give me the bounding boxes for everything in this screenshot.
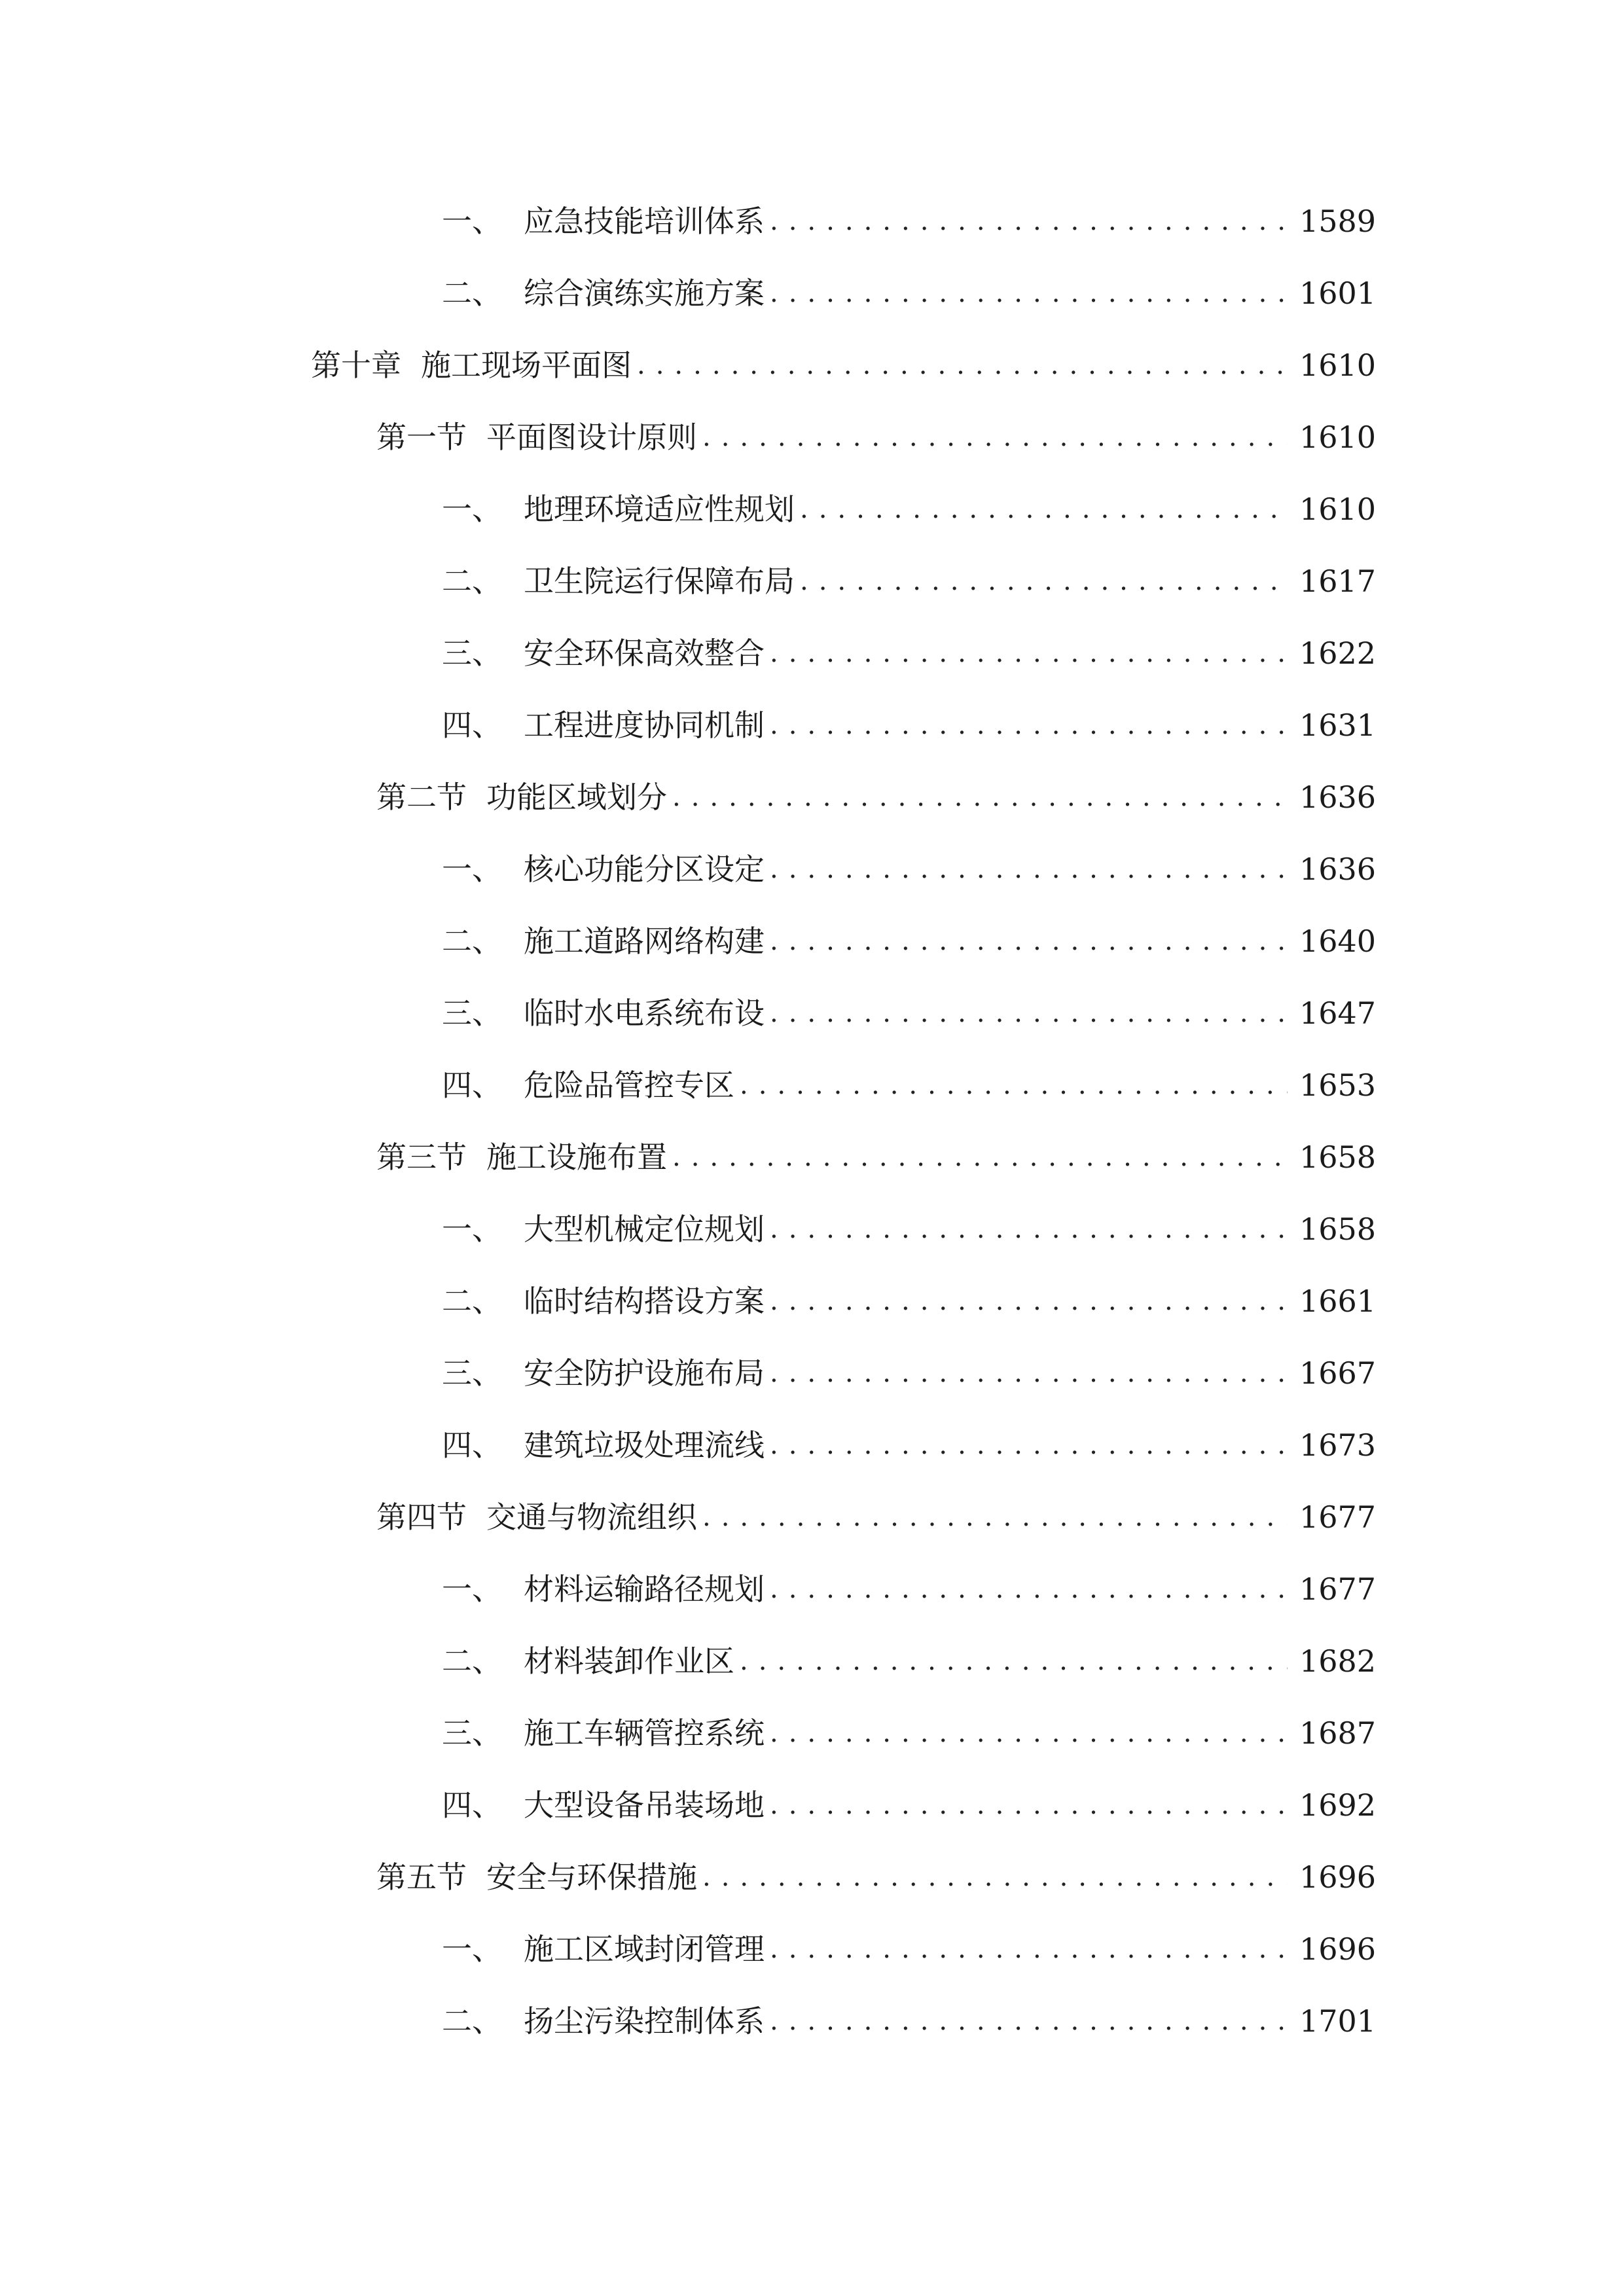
toc-entry-number: 第一节 bbox=[376, 420, 467, 455]
toc-entry[interactable] bbox=[0, 257, 1624, 329]
toc-entry-page: 1636 bbox=[1299, 780, 1377, 815]
toc-chapter[interactable] bbox=[0, 329, 1624, 401]
dot-leader bbox=[770, 2008, 1288, 2034]
toc-entry-page: 1696 bbox=[1299, 1859, 1377, 1895]
toc-entry[interactable] bbox=[0, 1913, 1624, 1985]
toc-entry-number: 第三节 bbox=[376, 1139, 467, 1175]
dot-leader bbox=[770, 1720, 1288, 1746]
toc-entry-page: 1653 bbox=[1299, 1067, 1377, 1103]
toc-entry[interactable] bbox=[0, 545, 1624, 617]
toc-entry-page: 1677 bbox=[1299, 1571, 1377, 1607]
toc-entry-number: 三、 bbox=[442, 1715, 502, 1751]
toc-entry-page: 1682 bbox=[1299, 1643, 1377, 1679]
toc-entry[interactable] bbox=[0, 1409, 1624, 1481]
dot-leader bbox=[770, 1000, 1288, 1026]
toc-entry[interactable] bbox=[0, 689, 1624, 761]
dot-leader bbox=[702, 424, 1288, 450]
toc-entry-title: 施工设施布置 bbox=[486, 1139, 667, 1175]
toc-entry-title: 扬尘污染控制体系 bbox=[524, 2003, 765, 2039]
toc-entry-page: 1692 bbox=[1299, 1787, 1377, 1823]
toc-entry-page: 1622 bbox=[1299, 636, 1377, 671]
dot-leader bbox=[800, 496, 1288, 522]
toc-entry-number: 四、 bbox=[442, 1787, 502, 1823]
toc-entry-title: 安全环保高效整合 bbox=[524, 636, 765, 671]
dot-leader bbox=[770, 640, 1288, 666]
dot-leader bbox=[770, 712, 1288, 738]
toc-entry-title: 危险品管控专区 bbox=[524, 1067, 734, 1103]
toc-entry-title: 平面图设计原则 bbox=[486, 420, 697, 455]
toc-entry-number: 一、 bbox=[442, 1571, 502, 1607]
toc-entry[interactable] bbox=[0, 1193, 1624, 1265]
toc-entry-page: 1658 bbox=[1299, 1139, 1377, 1175]
toc-entry[interactable] bbox=[0, 1553, 1624, 1625]
toc-entry-number: 二、 bbox=[442, 1283, 502, 1319]
toc-entry[interactable] bbox=[0, 977, 1624, 1049]
toc-entry-title: 综合演练实施方案 bbox=[524, 276, 765, 311]
toc-entry-number: 三、 bbox=[442, 636, 502, 671]
toc-entry-page: 1673 bbox=[1299, 1427, 1377, 1463]
toc-entry-page: 1589 bbox=[1299, 204, 1377, 239]
toc-entry-title: 安全与环保措施 bbox=[486, 1859, 697, 1895]
toc-entry-title: 大型设备吊装场地 bbox=[524, 1787, 765, 1823]
toc-entry-number: 三、 bbox=[442, 1355, 502, 1391]
toc-entry-page: 1601 bbox=[1299, 276, 1377, 311]
toc-entry-title: 建筑垃圾处理流线 bbox=[524, 1427, 765, 1463]
toc-entry-title: 材料装卸作业区 bbox=[524, 1643, 734, 1679]
toc-entry-number: 第十章 bbox=[311, 348, 401, 383]
toc-entry-title: 卫生院运行保障布局 bbox=[524, 564, 795, 599]
toc-entry-page: 1617 bbox=[1299, 564, 1377, 599]
dot-leader bbox=[637, 352, 1288, 378]
toc-entry[interactable] bbox=[0, 1337, 1624, 1409]
dot-leader bbox=[770, 1792, 1288, 1818]
toc-entry-title: 安全防护设施布局 bbox=[524, 1355, 765, 1391]
toc-entry-number: 一、 bbox=[442, 204, 502, 239]
toc-entry-number: 第四节 bbox=[376, 1499, 467, 1535]
toc-entry[interactable] bbox=[0, 833, 1624, 905]
toc-entry-page: 1677 bbox=[1299, 1499, 1377, 1535]
toc-section[interactable] bbox=[0, 1121, 1624, 1193]
toc-entry-page: 1687 bbox=[1299, 1715, 1377, 1751]
toc-entry-title: 交通与物流组织 bbox=[486, 1499, 697, 1535]
table-of-contents bbox=[0, 185, 1624, 2057]
dot-leader bbox=[770, 856, 1288, 882]
toc-entry-number: 一、 bbox=[442, 1931, 502, 1967]
toc-entry-title: 应急技能培训体系 bbox=[524, 204, 765, 239]
toc-entry-number: 第五节 bbox=[376, 1859, 467, 1895]
toc-section[interactable] bbox=[0, 761, 1624, 833]
toc-entry-title: 工程进度协同机制 bbox=[524, 708, 765, 743]
dot-leader bbox=[702, 1504, 1288, 1530]
toc-entry[interactable] bbox=[0, 1265, 1624, 1337]
toc-section[interactable] bbox=[0, 401, 1624, 473]
dot-leader bbox=[770, 280, 1288, 306]
toc-entry[interactable] bbox=[0, 1769, 1624, 1841]
toc-entry-number: 一、 bbox=[442, 852, 502, 887]
toc-entry[interactable] bbox=[0, 185, 1624, 257]
toc-entry-number: 四、 bbox=[442, 708, 502, 743]
toc-entry-page: 1696 bbox=[1299, 1931, 1377, 1967]
toc-entry-title: 核心功能分区设定 bbox=[524, 852, 765, 887]
toc-entry-page: 1658 bbox=[1299, 1211, 1377, 1247]
dot-leader bbox=[770, 1216, 1288, 1242]
toc-entry-number: 第二节 bbox=[376, 780, 467, 815]
toc-entry-page: 1631 bbox=[1299, 708, 1377, 743]
dot-leader bbox=[770, 1576, 1288, 1602]
toc-entry-number: 一、 bbox=[442, 1211, 502, 1247]
dot-leader bbox=[770, 1360, 1288, 1386]
dot-leader bbox=[770, 208, 1288, 234]
toc-entry-title: 施工现场平面图 bbox=[421, 348, 632, 383]
dot-leader bbox=[740, 1072, 1288, 1098]
toc-entry-title: 施工车辆管控系统 bbox=[524, 1715, 765, 1751]
toc-entry-number: 一、 bbox=[442, 492, 502, 527]
toc-entry-number: 三、 bbox=[442, 996, 502, 1031]
toc-entry-title: 施工区域封闭管理 bbox=[524, 1931, 765, 1967]
toc-entry-title: 功能区域划分 bbox=[486, 780, 667, 815]
toc-entry[interactable] bbox=[0, 473, 1624, 545]
toc-entry-number: 二、 bbox=[442, 924, 502, 959]
dot-leader bbox=[800, 568, 1288, 594]
toc-entry[interactable] bbox=[0, 1625, 1624, 1697]
dot-leader bbox=[702, 1864, 1288, 1890]
toc-entry-title: 临时水电系统布设 bbox=[524, 996, 765, 1031]
toc-entry-number: 二、 bbox=[442, 1643, 502, 1679]
toc-entry[interactable] bbox=[0, 905, 1624, 977]
toc-entry-page: 1647 bbox=[1299, 996, 1377, 1031]
dot-leader bbox=[740, 1648, 1288, 1674]
toc-entry-page: 1636 bbox=[1299, 852, 1377, 887]
toc-entry-title: 大型机械定位规划 bbox=[524, 1211, 765, 1247]
toc-entry-page: 1661 bbox=[1299, 1283, 1377, 1319]
toc-entry-title: 地理环境适应性规划 bbox=[524, 492, 795, 527]
toc-entry-page: 1610 bbox=[1299, 492, 1377, 527]
toc-entry-title: 材料运输路径规划 bbox=[524, 1571, 765, 1607]
toc-entry[interactable] bbox=[0, 1985, 1624, 2057]
dot-leader bbox=[770, 1288, 1288, 1314]
toc-entry-number: 二、 bbox=[442, 2003, 502, 2039]
toc-entry-title: 施工道路网络构建 bbox=[524, 924, 765, 959]
toc-section[interactable] bbox=[0, 1841, 1624, 1913]
toc-entry-page: 1610 bbox=[1299, 420, 1377, 455]
toc-entry-title: 临时结构搭设方案 bbox=[524, 1283, 765, 1319]
toc-entry[interactable] bbox=[0, 1049, 1624, 1121]
toc-entry-number: 二、 bbox=[442, 276, 502, 311]
toc-entry-number: 四、 bbox=[442, 1067, 502, 1103]
dot-leader bbox=[672, 784, 1288, 810]
toc-entry-page: 1610 bbox=[1299, 348, 1377, 383]
toc-entry-page: 1667 bbox=[1299, 1355, 1377, 1391]
dot-leader bbox=[770, 928, 1288, 954]
toc-section[interactable] bbox=[0, 1481, 1624, 1553]
toc-entry-number: 二、 bbox=[442, 564, 502, 599]
toc-entry[interactable] bbox=[0, 1697, 1624, 1769]
dot-leader bbox=[672, 1144, 1288, 1170]
dot-leader bbox=[770, 1936, 1288, 1962]
dot-leader bbox=[770, 1432, 1288, 1458]
toc-entry-number: 四、 bbox=[442, 1427, 502, 1463]
toc-entry[interactable] bbox=[0, 617, 1624, 689]
toc-entry-page: 1640 bbox=[1299, 924, 1377, 959]
toc-entry-page: 1701 bbox=[1299, 2003, 1377, 2039]
